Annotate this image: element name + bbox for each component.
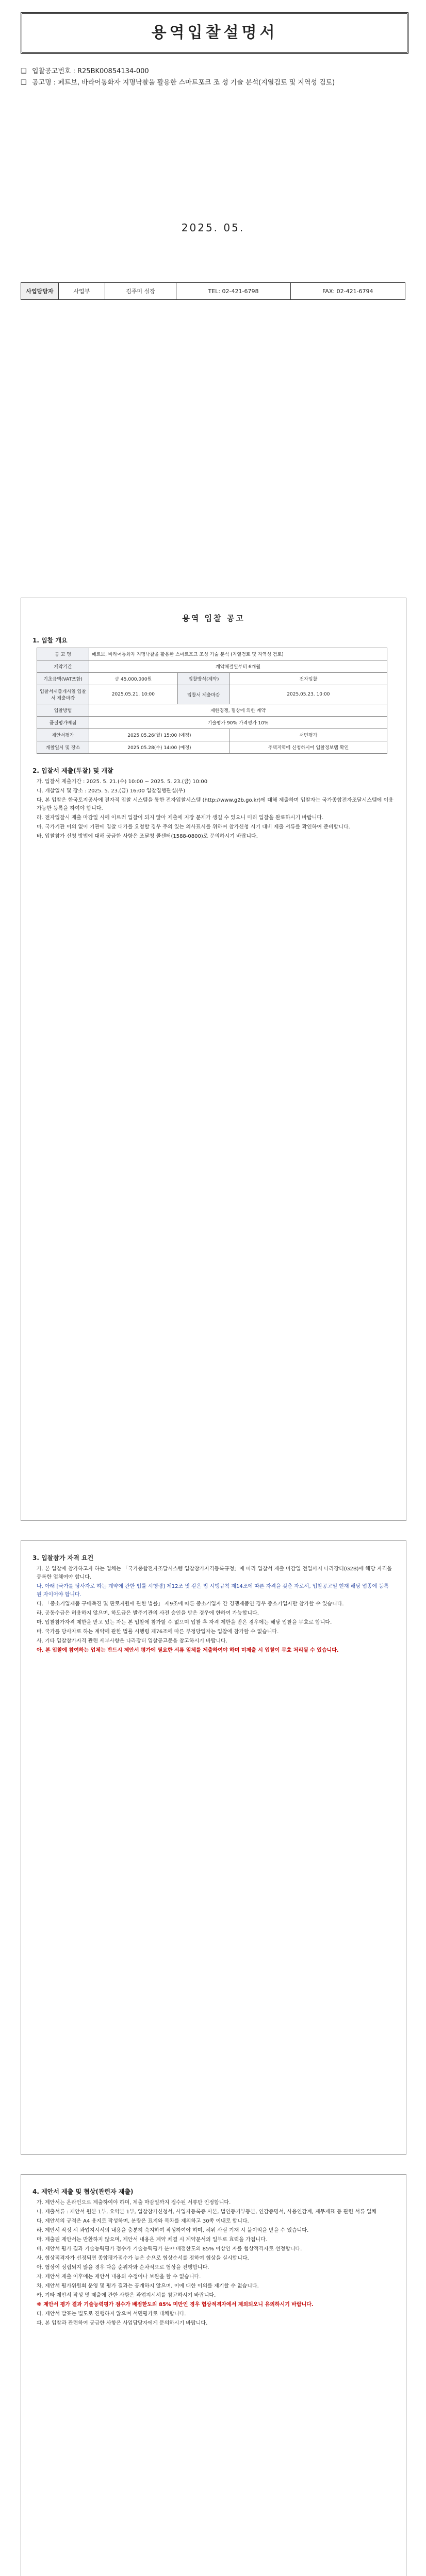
paragraph: 타. 제안서 발표는 별도로 진행하지 않으며 서면평가로 대체합니다. <box>37 2311 186 2317</box>
paragraph: 사. 협상적격자가 선정되면 종합평가점수가 높은 순으로 협상순서를 정하여 협상을 실시합니다. <box>37 2256 249 2261</box>
paragraph: 다. 「중소기업제품 구매촉진 및 판로지원에 관한 법률」 제9조에 따른 중소기업자 간 경쟁제품인 경우 중소기업자만 참가할 수 있습니다. <box>37 1601 344 1607</box>
dept-tel: TEL: 02-421-6798 <box>176 283 290 300</box>
department-table <box>21 282 405 300</box>
ov-value: 계약체결일부터 6개월 <box>89 660 387 673</box>
section-heading: 2. 입찰서 제출(투찰) 및 개찰 <box>32 767 113 774</box>
ov-header: 품질평가배점 <box>37 717 89 729</box>
paragraph: 라. 공동수급은 허용하지 않으며, 하도급은 발주기관의 사전 승인을 받은 경우에 한하여 가능합니다. <box>37 1611 259 1616</box>
notice-sheet-2 <box>21 1540 406 2155</box>
paragraph: 카. 기타 제안서 작성 및 제출에 관한 사항은 과업지시서를 참고하시기 바랍니다. <box>37 2293 216 2298</box>
paragraph: 가. 제안서는 온라인으로 제출하여야 하며, 제출 마감일까지 접수된 서류만 인정합니다. <box>37 2200 231 2206</box>
dept-unit: 사업부 <box>59 283 105 300</box>
paragraph: 자. 제안서 제출 이후에는 제안서 내용의 수정이나 보완을 할 수 없습니다. <box>37 2274 201 2280</box>
ov-header: 입찰서제출개시일 입찰서 제출마감 <box>37 685 89 704</box>
ov-value: 금 45,000,000원 <box>89 673 178 685</box>
ov-value: 제한경쟁, 협상에 의한 계약 <box>89 704 387 717</box>
paragraph-warning: ※ 제안서 평가 결과 기술능력평가 점수가 배점한도의 85% 미만인 경우 협상적격자에서 제외되오니 유의하시기 바랍니다. <box>37 2302 314 2308</box>
ov-value: 기술평가 90% 가격평가 10% <box>89 717 387 729</box>
dept-header: 사업담당자 <box>21 283 59 300</box>
ov-value: 2025.05.26(월) 15:00 (예정) <box>89 729 230 741</box>
paragraph: 나. 개찰일시 및 장소 : 2025. 5. 23.(금) 16:00 입찰집행관실(우) <box>37 788 186 794</box>
square-bullet-icon: ❑ <box>21 67 27 75</box>
paragraph: 다. 본 입찰은 한국토지공사에 전자적 입찰 시스템을 통한 전자입찰시스템 (http://www.g2b.go.kr)에 대해 제출하며 입찰자는 국가종합전자조달시스템에 이용 가능한 등록을 하여야 합니다. <box>37 798 394 811</box>
paragraph: 가. 본 입찰에 참가하고자 하는 업체는 「국가종합전자조달시스템 입찰참가자격등록규정」에 따라 입찰서 제출 마감일 전일까지 나라장터(G2B)에 해당 자격을 등록한 업체여야 합니다. <box>37 1566 392 1580</box>
paragraph: 아. 협상이 성립되지 않을 경우 다음 순위자와 순차적으로 협상을 진행합니다. <box>37 2265 209 2270</box>
ov-header: 계약기간 <box>37 660 89 673</box>
announcement-number: 입찰공고번호 : R25BK00854134-000 <box>32 67 149 75</box>
ov-header: 제안서평가 <box>37 729 89 741</box>
paragraph: 라. 제안서 작성 시 과업지시서의 내용을 충분히 숙지하여 작성하여야 하며, 허위 사실 기재 시 불이익을 받을 수 있습니다. <box>37 2228 309 2233</box>
notice-sheet-3 <box>21 2174 406 2576</box>
paragraph-warning: 아. 본 입찰에 참여하는 업체는 반드시 제안서 평가에 필요한 서류 일체를 제출하여야 하며 미제출 시 입찰이 무효 처리될 수 있습니다. <box>37 1648 339 1653</box>
square-bullet-icon: ❑ <box>21 79 27 87</box>
paragraph: 마. 입찰참가자격 제한을 받고 있는 자는 본 입찰에 참가할 수 없으며 입찰 후 자격 제한을 받은 경우에는 해당 입찰을 무효로 합니다. <box>37 1620 332 1625</box>
paragraph: 가. 입찰서 제출기간 : 2025. 5. 21.(수) 10:00 ~ 2025. 5. 23.(금) 10:00 <box>37 779 208 785</box>
ov-header: 공 고 명 <box>37 648 89 660</box>
notice-sheet-1 <box>21 598 406 1521</box>
overview-table <box>37 648 387 754</box>
paragraph: 나. 제출서류 : 제안서 원본 1부, 요약본 1부, 입찰참가신청서, 사업자등록증 사본, 법인등기부등본, 인감증명서, 사용인감계, 재무제표 등 관련 서류 일체 <box>37 2209 377 2215</box>
paragraph: 마. 국가기관 이의 없이 기관에 입찰 대가를 요청할 경우 주의 있는 의사표시를 위하여 참가신청 시기 대비 제출 서류를 확인하여 준비합니다. <box>37 824 350 830</box>
ov-header: 개찰일시 및 장소 <box>37 741 89 754</box>
paragraph: 사. 기타 입찰참가자격 관련 세부사항은 나라장터 입찰공고문을 참고하시기 바랍니다. <box>37 1638 227 1644</box>
ov-header: 입찰서 제출마감 <box>177 685 230 704</box>
section-heading: 1. 입찰 개요 <box>32 637 68 644</box>
paragraph: 라. 전자입찰시 제출 마감일 시에 이르러 입찰이 되지 않아 제출에 지장 문제가 생길 수 있으니 미리 입찰을 완료하시기 바랍니다. <box>37 815 324 821</box>
section-heading: 4. 제안서 제출 및 협상(관련자 제출) <box>32 2188 134 2195</box>
paragraph-highlight: 나. 아래 [국가를 당사자로 하는 계약에 관한 법률 시행령] 제12조 및 같은 법 시행규칙 제14조에 따른 자격을 갖춘 자로서, 입찰공고일 현재 해당 업종에 등록된 자이어야 합니다. <box>37 1584 389 1598</box>
ov-value: 2025.05.23. 10:00 <box>230 685 387 704</box>
ov-value: 2025.05.28(수) 14:00 (예정) <box>89 741 230 754</box>
dept-fax: FAX: 02-421-6794 <box>290 283 405 300</box>
ov-value: 페트보, 바라어통화자 지명낙찰을 활용한 스마트포크 조성 기술 분석 (지열검토 및 지역성 검토) <box>89 648 387 660</box>
paragraph: 마. 제출된 제안서는 반환하지 않으며, 제안서 내용은 계약 체결 시 계약문서의 일부로 효력을 가집니다. <box>37 2237 267 2243</box>
paragraph: 차. 제안서 평가위원회 운영 및 평가 결과는 공개하지 않으며, 이에 대한 이의를 제기할 수 없습니다. <box>37 2283 259 2289</box>
cover-date: 2025. 05. <box>181 222 245 234</box>
paragraph: 바. 제안서 평가 결과 기술능력평가 점수가 기술능력평가 분야 배점한도의 85% 이상인 자를 협상적격자로 선정합니다. <box>37 2246 302 2252</box>
cover-title: 용역입찰설명서 <box>21 12 408 54</box>
paragraph: 파. 본 입찰과 관련하여 궁금한 사항은 사업담당자에게 문의하시기 바랍니다. <box>37 2320 208 2326</box>
ov-header: 입찰방식(계약) <box>177 673 230 685</box>
paragraph: 다. 제안서의 규격은 A4 용지로 작성하며, 분량은 표지와 목차를 제외하고 30쪽 이내로 합니다. <box>37 2218 249 2224</box>
ov-value: 주택지역에 신청하시어 입찰정보탭 확인 <box>230 741 387 754</box>
ov-header: 기초금액(VAT포함) <box>37 673 89 685</box>
ov-value: 2025.05.21. 10:00 <box>89 685 178 704</box>
announcement-info <box>21 66 413 89</box>
ov-value: 전자입찰 <box>230 673 387 685</box>
section-heading: 3. 입찰참가 자격 요건 <box>32 1554 94 1562</box>
paragraph: 바. 국가를 당사자로 하는 계약에 관한 법률 시행령 제76조에 따른 부정당업자는 입찰에 참가할 수 없습니다. <box>37 1629 279 1635</box>
paragraph: 바. 입찰참가 신청 방법에 대해 궁금한 사항은 조달청 콜센터(1588-0800)로 문의하시기 바랍니다. <box>37 834 258 839</box>
notice-title: 용역 입찰 공고 <box>182 614 245 623</box>
ov-value: 서면평가 <box>230 729 387 741</box>
info-row <box>21 77 413 89</box>
announcement-name: 공고명 : 페트보, 바라어통화자 지명낙찰을 활용한 스마트포크 조 성 기술 분석(지열검토 및 지역성 검토) <box>32 79 335 87</box>
info-row <box>21 66 413 77</box>
ov-header: 입찰방법 <box>37 704 89 717</box>
dept-person: 김주미 실장 <box>105 283 176 300</box>
cover-page <box>0 0 426 572</box>
